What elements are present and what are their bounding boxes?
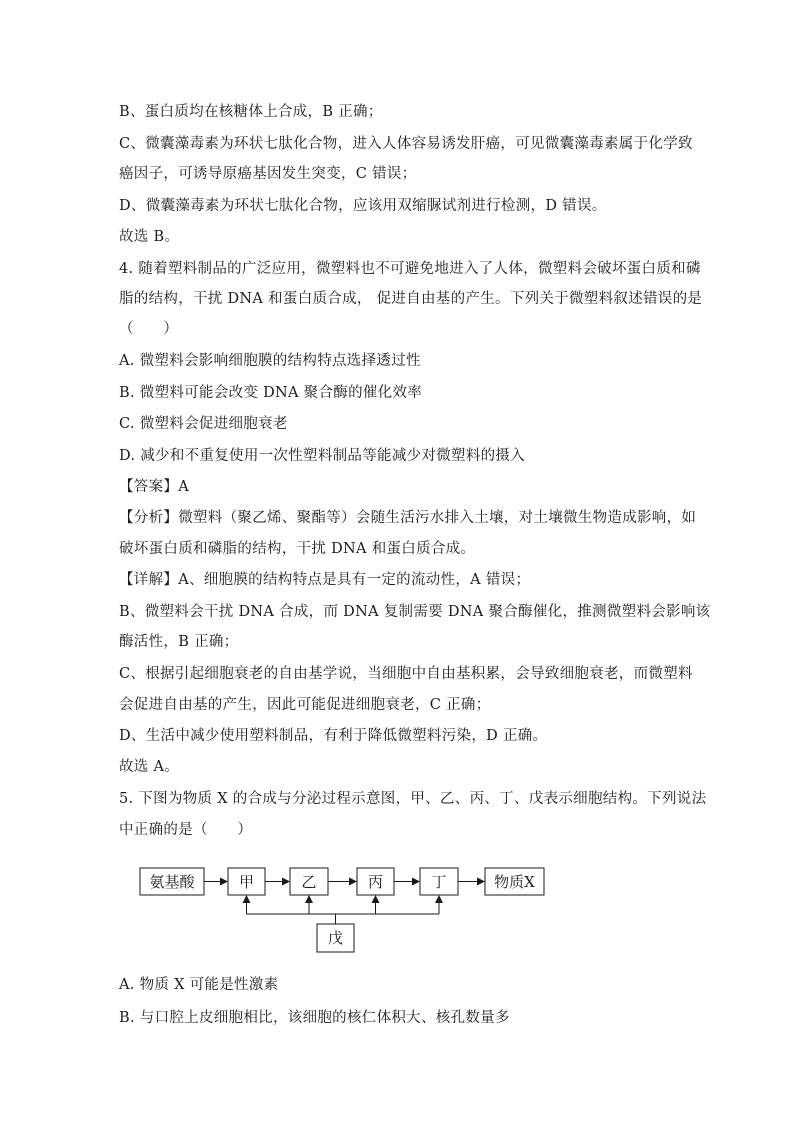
box-jia [228, 868, 265, 895]
box-amino-acid [140, 868, 204, 895]
flow-diagram [138, 858, 558, 958]
option-a: A. 微塑料会影响细胞膜的结构特点选择透过性 [119, 353, 421, 369]
explanation-line: 【详解】A、细胞膜的结构特点是具有一定的流动性，A 错误； [119, 572, 531, 588]
explanation-line: D、生活中减少使用塑料制品，有利于降低微塑料污染，D 正确。 [119, 728, 548, 744]
text-line: D、微囊藻毒素为环状七肽化合物，应该用双缩脲试剂进行检测，D 错误。 [119, 198, 607, 214]
conclusion-line: 故选 A。 [119, 759, 180, 775]
q5-option-b: B. 与口腔上皮细胞相比，该细胞的核仁体积大、核孔数量多 [119, 1010, 510, 1026]
text-line: 故选 B。 [119, 229, 180, 245]
box-ding [420, 868, 458, 895]
answer-line: 【答案】A [119, 479, 189, 495]
svg-text:丁: 丁 [431, 873, 447, 891]
option-b: B. 微塑料可能会改变 DNA 聚合酶的催化效率 [119, 385, 423, 401]
explanation-line: B、微塑料会干扰 DNA 合成，而 DNA 复制需要 DNA 聚合酶催化，推测微塑料会影响该 [119, 604, 711, 620]
svg-text:氨基酸: 氨基酸 [149, 873, 195, 891]
question-4-stem: 4. 随着塑料制品的广泛应用，微塑料也不可避免地进入了人体，微塑料会破坏蛋白质和磷 [119, 261, 701, 277]
question-4-stem: 脂的结构，干扰 DNA 和蛋白质合成， 促进自由基的产生。下列关于微塑料叙述错误的是 [119, 291, 703, 307]
option-d: D. 减少和不重复使用一次性塑料制品等能减少对微塑料的摄入 [119, 448, 526, 464]
box-bing [357, 868, 394, 895]
explanation-line: C、根据引起细胞衰老的自由基学说，当细胞中自由基积累，会导致细胞衰老，而微塑料 [119, 666, 693, 682]
svg-text:物质X: 物质X [494, 873, 535, 891]
svg-text:丙: 丙 [367, 873, 384, 891]
box-substance-x [485, 868, 544, 895]
text-line: C、微囊藻毒素为环状七肽化合物，进入人体容易诱发肝癌，可见微囊藻毒素属于化学致 [119, 136, 693, 152]
q5-option-a: A. 物质 X 可能是性激素 [119, 977, 279, 993]
box-yi [290, 868, 328, 895]
analysis-line: 破坏蛋白质和磷脂的结构，干扰 DNA 和蛋白质合成。 [119, 541, 476, 557]
text-line: B、蛋白质均在核糖体上合成，B 正确； [119, 104, 383, 120]
box-wu [317, 924, 354, 952]
explanation-line: 酶活性，B 正确； [119, 634, 239, 650]
analysis-line: 【分析】微塑料（聚乙烯、聚酯等）会随生活污水排入土壤，对土壤微生物造成影响，如 [119, 510, 697, 526]
svg-text:戊: 戊 [327, 929, 344, 947]
question-5-stem: 中正确的是（ ） [119, 822, 253, 838]
question-5-stem: 5. 下图为物质 X 的合成与分泌过程示意图，甲、乙、丙、丁、戊表示细胞结构。下列说法 [119, 791, 707, 807]
svg-text:乙: 乙 [301, 873, 317, 891]
explanation-line: 会促进自由基的产生，因此可能促进细胞衰老，C 正确； [119, 697, 491, 713]
svg-text:甲: 甲 [238, 873, 255, 891]
option-c: C. 微塑料会促进细胞衰老 [119, 416, 288, 432]
text-line: 癌因子，可诱导原癌基因发生突变，C 错误； [119, 166, 417, 182]
question-4-blank: （ ） [119, 321, 179, 337]
